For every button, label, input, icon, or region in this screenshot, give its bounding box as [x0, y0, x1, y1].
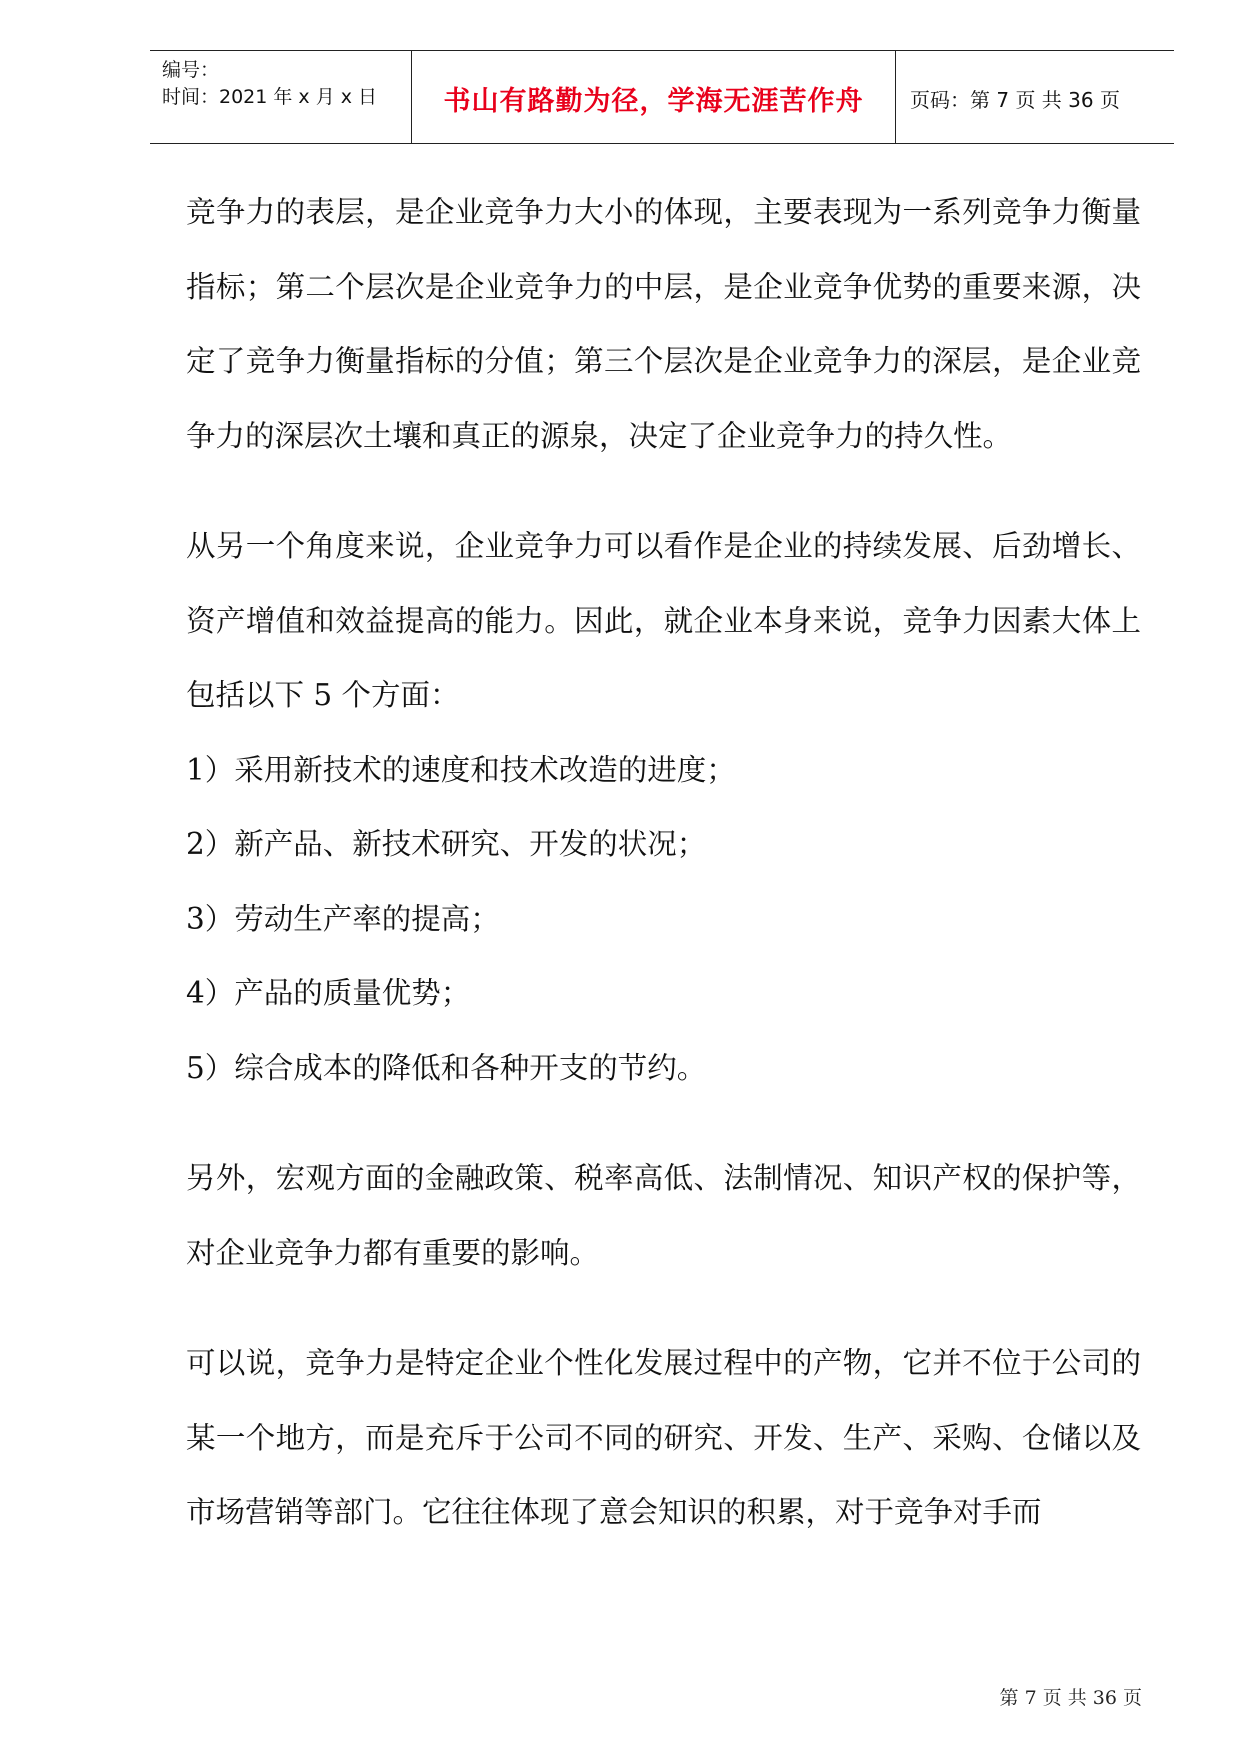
list-item: 1）采用新技术的速度和技术改造的进度；: [186, 752, 736, 787]
list-item: 4）产品的质量优势；: [186, 976, 471, 1010]
list-item: 3）劳动生产率的提高；: [186, 901, 500, 936]
page-footer: 第 7 页 共 36 页: [999, 1687, 1142, 1709]
paragraph-gap: [186, 473, 1141, 509]
paragraph-gap: [186, 1105, 1141, 1141]
paragraph-gap: [186, 1290, 1141, 1326]
body-paragraph: 可以说，竞争力是特定企业个性化发展过程中的产物，它并不位于公司的某一个地方，而是充斥于公司不同的研究、开发、生产、采购、仓储以及市场营销等部门。它往往体现了意会知识的积累，对于竞争对手而: [186, 1346, 1141, 1529]
page-header: [150, 50, 1174, 144]
list-item: 2）新产品、新技术研究、开发的状况；: [186, 827, 707, 861]
factor-list: [186, 733, 1141, 1106]
body-paragraph: 另外，宏观方面的金融政策、税率高低、法制情况、知识产权的保护等，对企业竞争力都有重要的影响。: [186, 1161, 1141, 1270]
document-number-label: 编号：: [162, 59, 220, 81]
header-motto: 书山有路勤为径，学海无涯苦作舟: [443, 85, 864, 117]
body-paragraph: 竞争力的表层，是企业竞争力大小的体现，主要表现为一系列竞争力衡量指标；第二个层次是企业竞争力的中层，是企业竞争优势的重要来源，决定了竞争力衡量指标的分值；第三个层次是企业竞争力的深层，是企业竞争力的深层次土壤和真正的源泉，决定了企业竞争力的持久性。: [186, 195, 1141, 453]
body-paragraph: 从另一个角度来说，企业竞争力可以看作是企业的持续发展、后劲增长、资产增值和效益提高的能力。因此，就企业本身来说，竞争力因素大体上包括以下 5 个方面：: [186, 529, 1141, 712]
header-page-number: 页码：第 7 页 共 36 页: [910, 87, 1120, 112]
document-time-label: 时间：2021 年 x 月 x 日: [162, 86, 378, 108]
list-item: 5）综合成本的降低和各种开支的节约。: [186, 1050, 707, 1085]
document-body: [186, 175, 1141, 1550]
